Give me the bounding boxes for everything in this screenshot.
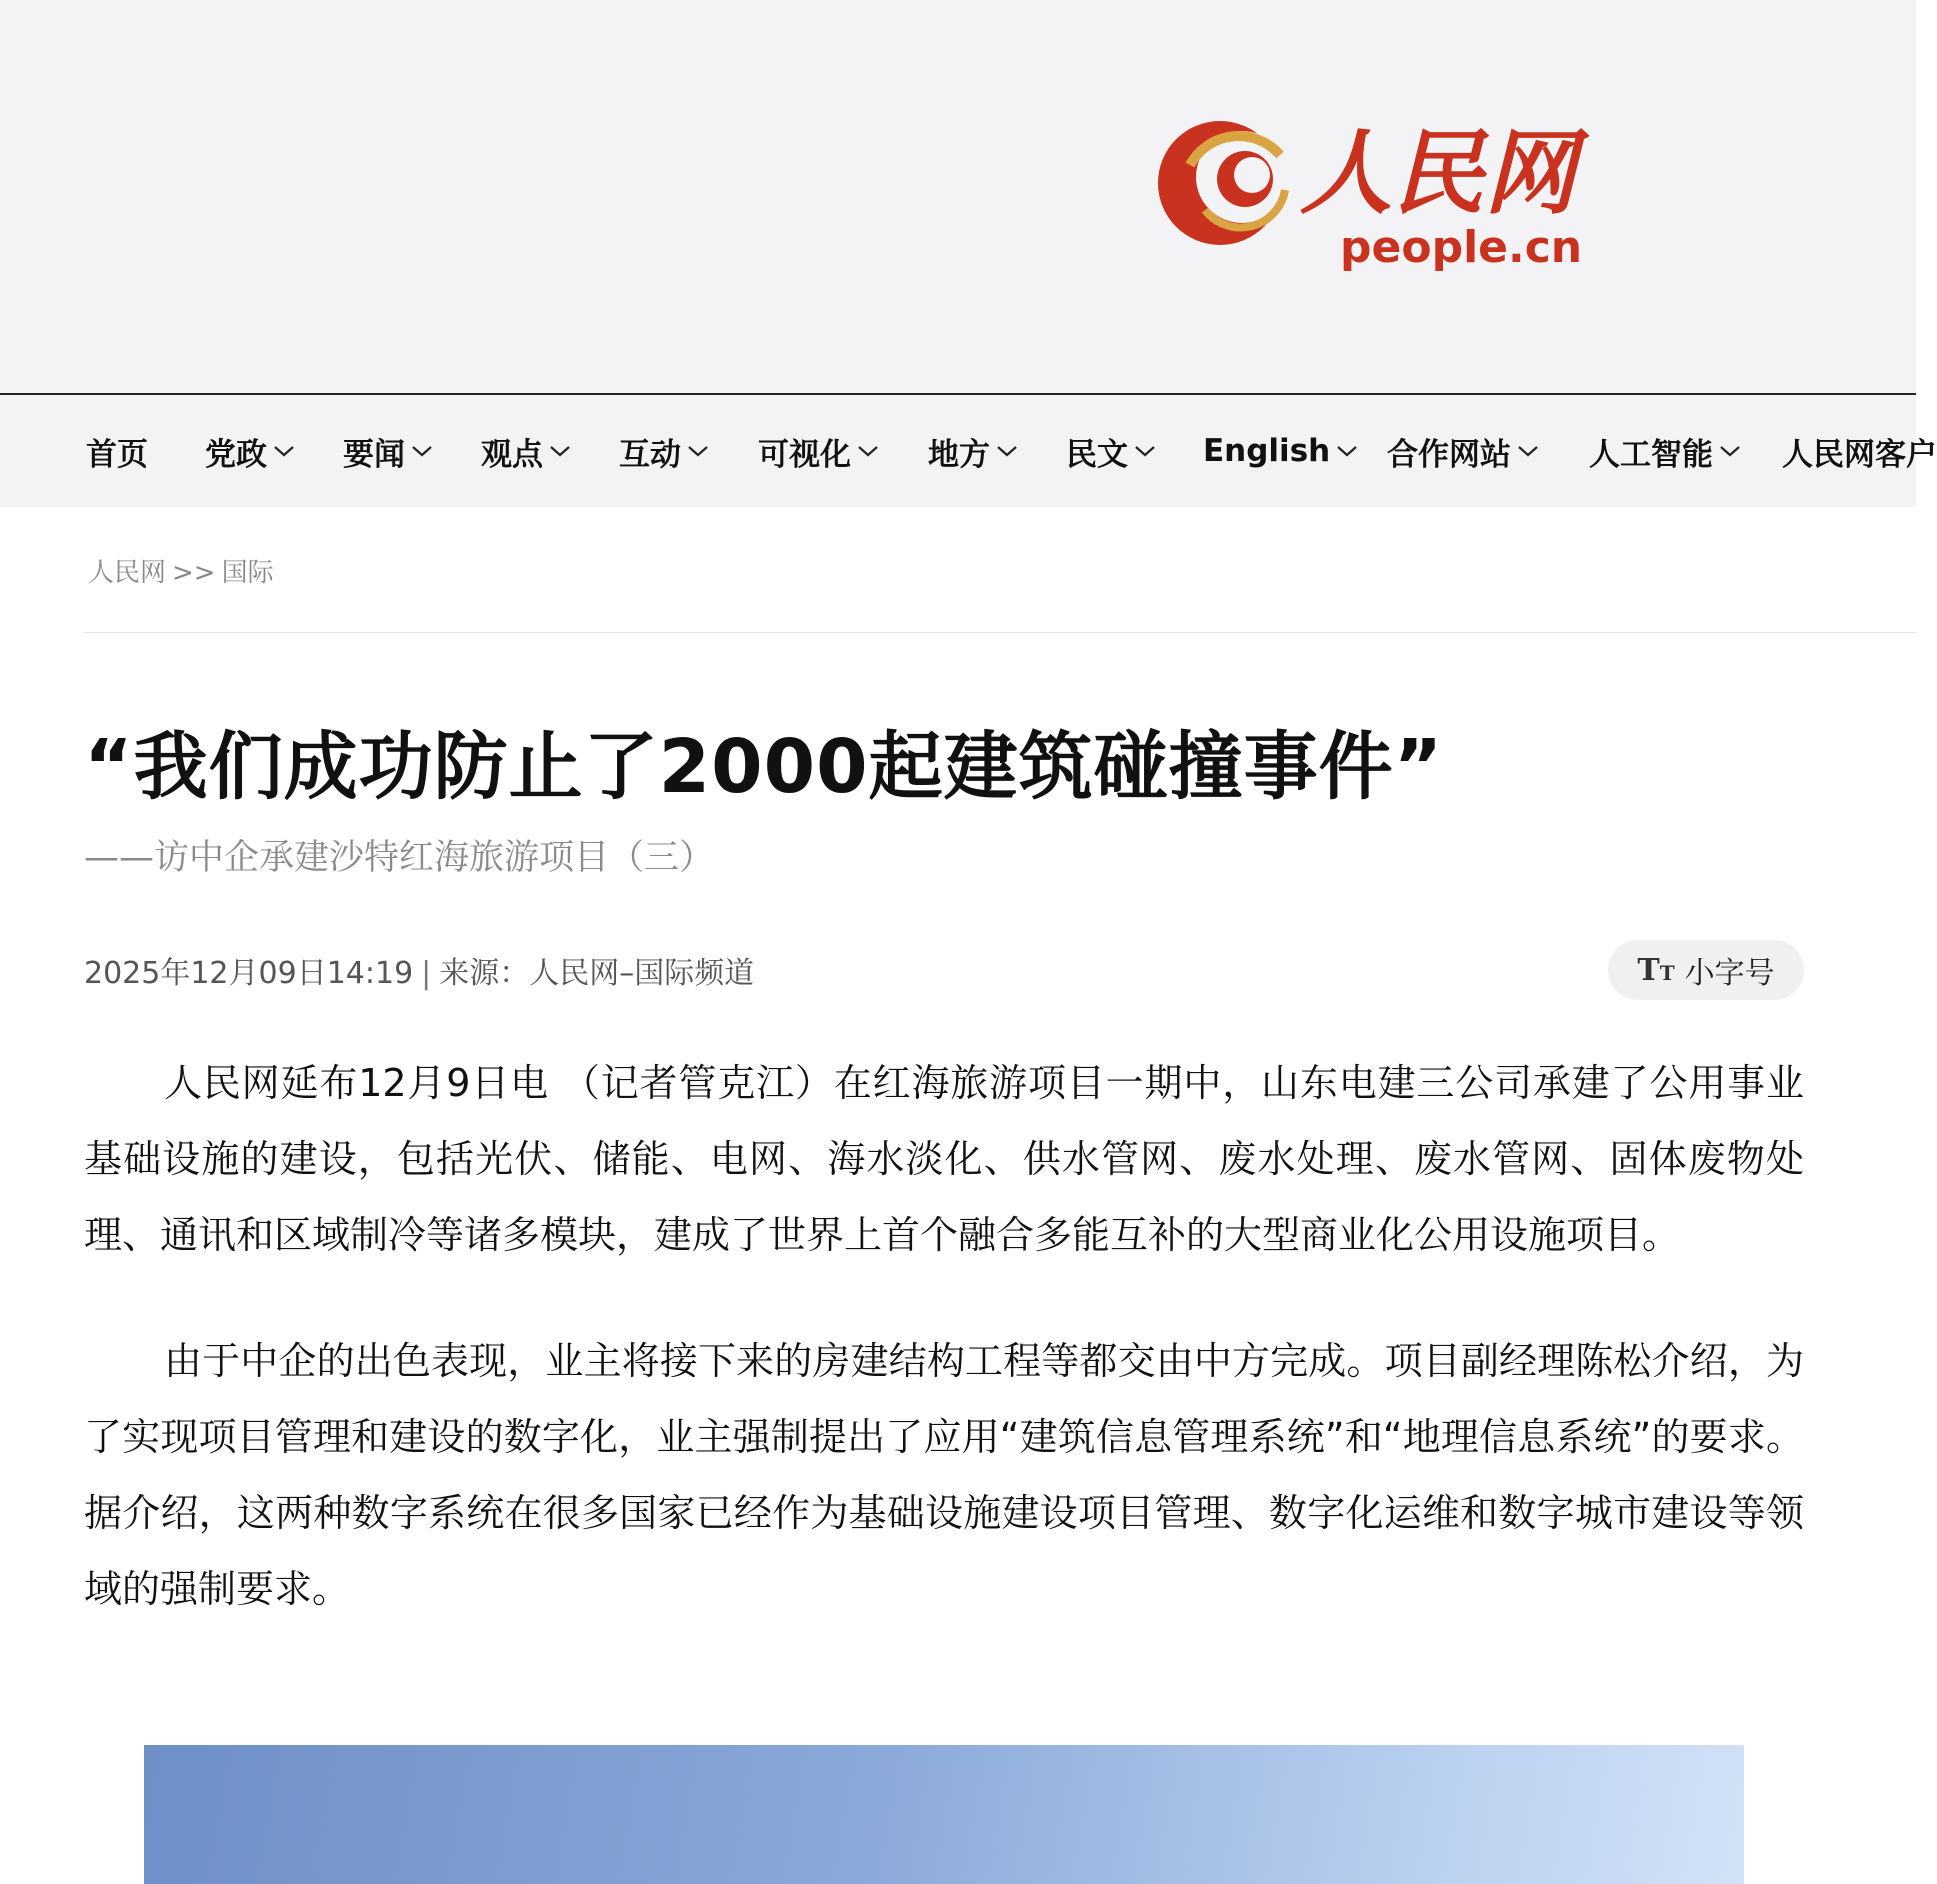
nav-item-partners[interactable] (1387, 431, 1539, 471)
article-paragraph: 由于中企的出色表现，业主将接下来的房建结构工程等都交由中方完成。项目副经理陈松介绍，为了实现项目管理和建设的数字化，业主强制提出了应用“建筑信息管理系统”和“地理信息系统”的要求。据介绍，这两种数字系统在很多国家已经作为基础设施建设项目管理、数字化运维和数字城市建设等领域的强制要求。 (84, 1339, 1804, 1611)
nav-label: 人民网客户 (1782, 436, 1937, 473)
chevron-down-icon (1336, 444, 1358, 458)
chevron-down-icon (1517, 444, 1539, 458)
logo-domain: people.cn (1340, 222, 1583, 273)
nav-item-news[interactable] (343, 431, 433, 471)
nav-item-party-gov[interactable] (205, 431, 295, 471)
nav-label: 党政 (205, 436, 267, 473)
article-title: “我们成功防止了2000起建筑碰撞事件” (84, 724, 1444, 810)
breadcrumb-home-link[interactable]: 人民网 (88, 558, 167, 588)
article-meta (84, 948, 754, 992)
meta-separator: | (421, 956, 432, 991)
text-size-icon: TT (1637, 952, 1675, 988)
nav-label: 首页 (86, 436, 148, 473)
chevron-down-icon (549, 444, 571, 458)
chevron-down-icon (273, 444, 295, 458)
article-source[interactable]: 来源：人民网–国际频道 (439, 956, 755, 991)
article-paragraph: 人民网延布12月9日电 （记者管克江）在红海旅游项目一期中，山东电建三公司承建了公用事业基础设施的建设，包括光伏、储能、电网、海水淡化、供水管网、废水处理、废水管网、固体废物处理、通讯和区域制冷等诸多模块，建成了世界上首个融合多能互补的大型商业化公用设施项目。 (84, 1061, 1804, 1257)
publish-datetime: 2025年12月09日14:19 (84, 956, 414, 991)
nav-item-opinion[interactable] (481, 431, 571, 471)
article-photo (144, 1745, 1744, 1884)
nav-label: 互动 (619, 436, 681, 473)
logo-brand-name: 人民网 (1300, 119, 1577, 227)
breadcrumb-section-link[interactable]: 国际 (221, 558, 274, 588)
nav-item-minwen[interactable] (1066, 431, 1156, 471)
people-cn-logo[interactable] (1150, 95, 1590, 275)
chevron-down-icon (1134, 444, 1156, 458)
nav-item-home[interactable] (86, 431, 148, 471)
font-size-label: 小字号 (1684, 956, 1775, 991)
nav-item-app[interactable] (1782, 431, 1937, 471)
font-size-toggle-button[interactable] (1608, 940, 1804, 1000)
nav-label: 可视化 (758, 436, 851, 473)
chevron-down-icon (996, 444, 1018, 458)
breadcrumb-separator: >> (172, 558, 216, 588)
nav-label: 人工智能 (1589, 436, 1713, 473)
nav-label: 观点 (481, 436, 543, 473)
nav-label: 地方 (928, 436, 990, 473)
nav-label: 要闻 (343, 436, 405, 473)
nav-item-interaction[interactable] (619, 431, 709, 471)
article-subtitle: ——访中企承建沙特红海旅游项目（三） (84, 838, 715, 878)
chevron-down-icon (857, 444, 879, 458)
article-body (84, 1045, 1804, 1677)
main-nav (0, 395, 1937, 507)
nav-item-english[interactable] (1203, 431, 1358, 471)
nav-label: English (1203, 433, 1331, 469)
nav-item-ai[interactable] (1589, 431, 1741, 471)
breadcrumb (88, 552, 280, 589)
nav-item-visual[interactable] (758, 431, 879, 471)
divider (84, 632, 1916, 633)
nav-label: 民文 (1066, 436, 1128, 473)
nav-item-local[interactable] (928, 431, 1018, 471)
chevron-down-icon (687, 444, 709, 458)
site-header (0, 0, 1916, 395)
nav-label: 合作网站 (1387, 436, 1511, 473)
chevron-down-icon (411, 444, 433, 458)
chevron-down-icon (1719, 444, 1741, 458)
